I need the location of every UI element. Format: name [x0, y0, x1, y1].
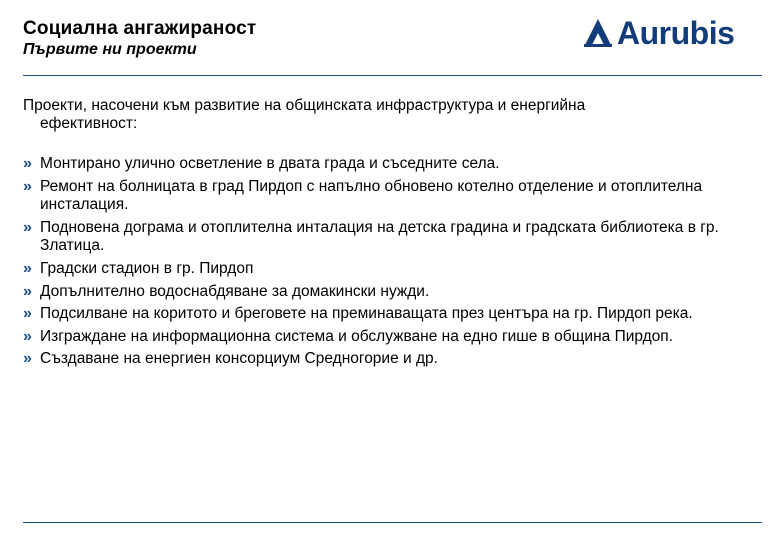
bullet-chevron-icon: » — [23, 305, 32, 323]
bullet-chevron-icon: » — [23, 177, 32, 195]
bullet-chevron-icon: » — [23, 218, 32, 236]
list-item — [23, 305, 743, 324]
bullet-chevron-icon: » — [23, 350, 32, 368]
intro-line-1: Проекти, насочени към развитие на общинската инфраструктура и енергийна — [23, 97, 586, 114]
list-item-text: Създаване на енергиен консорциум Средногорие и др. — [40, 350, 438, 368]
list-item-text: Подновена дограма и отоплителна инталация на детска градина и градската библиотека в гр. Златица. — [40, 218, 719, 255]
project-list — [23, 155, 743, 373]
bullet-chevron-icon: » — [23, 282, 32, 300]
list-item — [23, 155, 743, 174]
intro-paragraph — [23, 97, 723, 133]
footer-divider — [23, 522, 762, 523]
bullet-chevron-icon: » — [23, 327, 32, 345]
list-item-text: Ремонт на болницата в град Пирдоп с напълно обновено котелно отделение и отоплителна инсталация. — [40, 177, 703, 214]
list-item — [23, 283, 743, 302]
list-item — [23, 350, 743, 369]
list-item — [23, 328, 743, 347]
list-item — [23, 178, 743, 215]
aurubis-triangle-icon — [582, 17, 614, 49]
list-item-text: Подсилване на коритото и бреговете на преминаващата през центъра на гр. Пирдоп река. — [40, 305, 693, 323]
list-item — [23, 219, 743, 256]
list-item — [23, 260, 743, 279]
list-item-text: Допълнително водоснабдяване за домакински нужди. — [40, 282, 430, 300]
list-item-text: Монтирано улично осветление в двата града и съседните села. — [40, 155, 500, 172]
intro-line-2: ефективност: — [40, 115, 138, 132]
logo-wordmark: Aurubis — [617, 15, 735, 51]
page-title: Социална ангажираност — [23, 18, 257, 39]
bullet-chevron-icon: » — [23, 259, 32, 277]
list-item-text: Градски стадион в гр. Пирдоп — [40, 259, 254, 277]
aurubis-logo — [582, 16, 762, 50]
header-divider — [23, 75, 762, 76]
page-subtitle: Първите ни проекти — [23, 41, 197, 58]
bullet-chevron-icon: » — [23, 155, 32, 172]
list-item-text: Изграждане на информационна система и обслужване на едно гише в община Пирдоп. — [40, 327, 674, 345]
